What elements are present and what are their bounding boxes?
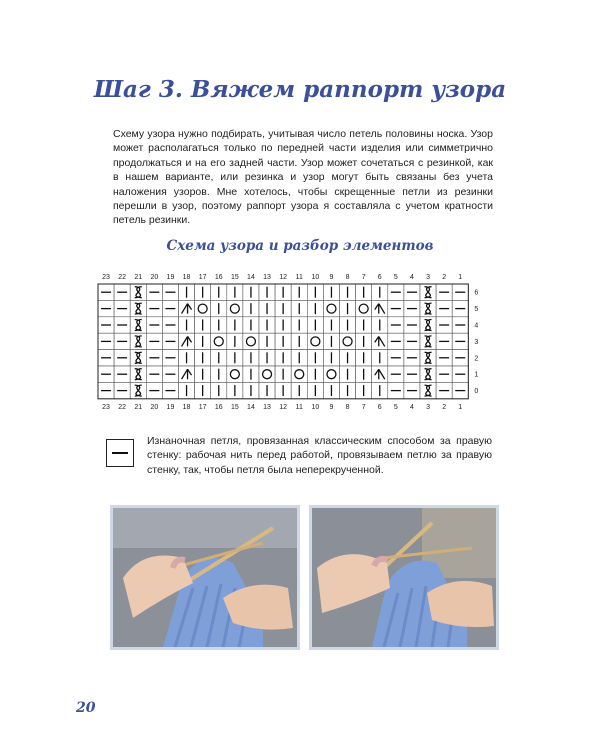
- column-label-top: 17: [198, 274, 207, 281]
- chart-cell: [372, 333, 388, 349]
- chart-cell: [179, 333, 195, 349]
- row-label: 3: [474, 338, 479, 346]
- column-label-top: 22: [118, 274, 127, 281]
- column-label-bottom: 22: [118, 403, 127, 411]
- knitting-photo-left: [110, 505, 300, 650]
- column-label-bottom: 6: [377, 403, 382, 411]
- column-label-top: 6: [377, 274, 382, 281]
- column-label-top: 1: [458, 274, 463, 281]
- column-label-bottom: 20: [150, 403, 159, 411]
- chart-cell: [179, 300, 195, 316]
- column-label-top: 14: [247, 274, 255, 281]
- column-label-bottom: 16: [214, 403, 223, 411]
- chart-cell: [372, 366, 388, 382]
- column-label-bottom: 21: [134, 403, 143, 411]
- column-label-top: 5: [393, 274, 398, 281]
- column-label-bottom: 4: [409, 403, 414, 411]
- column-label-top: 20: [150, 274, 159, 281]
- column-label-bottom: 19: [166, 403, 175, 411]
- page-title: Шаг 3. Вяжем раппорт узора: [93, 76, 507, 103]
- column-label-bottom: 5: [393, 403, 398, 411]
- column-label-bottom: 15: [230, 403, 239, 411]
- column-label-bottom: 11: [295, 403, 303, 411]
- chart-cell: [195, 300, 211, 316]
- column-label-top: 23: [102, 274, 110, 281]
- column-label-bottom: 7: [361, 403, 366, 411]
- column-label-top: 18: [182, 274, 191, 281]
- column-label-bottom: 17: [198, 403, 207, 411]
- column-label-bottom: 13: [263, 403, 271, 411]
- chart-cell: [291, 366, 307, 382]
- column-label-bottom: 23: [102, 403, 110, 411]
- column-label-bottom: 1: [458, 403, 463, 411]
- row-label: 0: [474, 388, 479, 396]
- column-label-top: 4: [409, 274, 414, 281]
- column-label-top: 7: [361, 274, 366, 281]
- chart-cell: [259, 366, 275, 382]
- chart-cell: [323, 300, 339, 316]
- row-label: 5: [474, 306, 479, 314]
- column-label-top: 16: [214, 274, 223, 281]
- column-label-top: 13: [263, 274, 271, 281]
- column-label-top: 19: [166, 274, 175, 281]
- row-label: 6: [474, 289, 479, 297]
- chart-cell: [227, 300, 243, 316]
- intro-paragraph: Схему узора нужно подбирать, учитывая число петель половины носка. Узор может располагаться только по передней части изделия или симметрично продолжаться и на его задней части. Узор может сочетаться с резинкой, как в нашем варианте, или резинка и узор могут быть связаны без учета наложения узоров. Мне хотелось, чтобы скрещенные петли из резинки перешли в узор, поэтому раппорт узора я составляла с учетом кратности петель резинки.: [113, 128, 493, 227]
- column-label-top: 8: [345, 274, 350, 281]
- column-label-top: 9: [329, 274, 334, 281]
- row-label: 4: [474, 322, 479, 330]
- chart-cell: [323, 366, 339, 382]
- purl-dash-icon: [112, 452, 128, 454]
- chart-cell: [340, 333, 356, 349]
- column-label-bottom: 18: [182, 403, 191, 411]
- column-label-bottom: 8: [345, 403, 350, 411]
- column-label-bottom: 9: [329, 403, 334, 411]
- knitting-chart: [90, 268, 510, 418]
- column-label-bottom: 3: [426, 403, 431, 411]
- column-label-bottom: 10: [311, 403, 320, 411]
- column-label-top: 10: [311, 274, 320, 281]
- column-label-bottom: 12: [279, 403, 288, 411]
- column-label-top: 11: [295, 274, 303, 281]
- column-label-top: 12: [279, 274, 288, 281]
- chart-cell: [179, 366, 195, 382]
- chart-cell: [243, 333, 259, 349]
- column-label-top: 21: [134, 274, 143, 281]
- chart-cell: [372, 300, 388, 316]
- section-subtitle: Схема узора и разбор элементов: [166, 238, 434, 254]
- column-label-top: 2: [442, 274, 447, 281]
- chart-cell: [227, 366, 243, 382]
- row-label: 1: [474, 371, 479, 379]
- chart-cell: [356, 300, 372, 316]
- chart-cell: [211, 333, 227, 349]
- column-label-bottom: 14: [247, 403, 255, 411]
- purl-stitch-legend-icon: [106, 439, 134, 467]
- column-label-bottom: 2: [442, 403, 447, 411]
- knitting-photo-right: [309, 505, 499, 650]
- column-label-top: 3: [426, 274, 431, 281]
- legend-description: Изнаночная петля, провязанная классическим способом за правую стенку: рабочая нить перед работой, провязываем петлю за правую стенку, так, чтобы петля была неперекрученной.: [147, 435, 492, 476]
- chart-cell: [307, 333, 323, 349]
- column-label-top: 15: [230, 274, 239, 281]
- row-label: 2: [474, 355, 479, 363]
- page-number: 20: [76, 700, 96, 716]
